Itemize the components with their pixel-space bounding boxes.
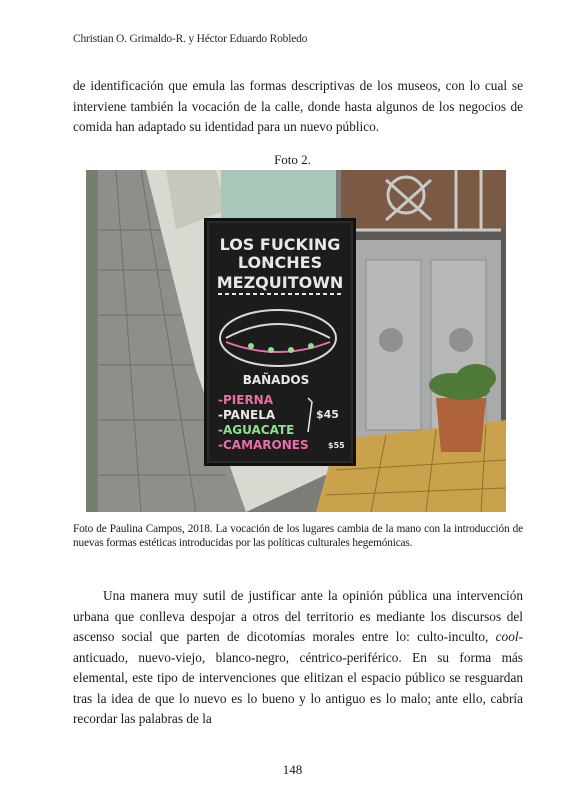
- sign-item-4: -CAMARONES: [218, 438, 309, 452]
- figure-label: Foto 2.: [274, 152, 311, 167]
- body-paragraph-1: de identificación que emula las formas descriptivas de los museos, con lo cual se interviene también la vocación de la calle, donde hasta algunos de los negocios de comida han adaptado su identidad para un nuevo público.: [73, 78, 523, 134]
- page-number: 148: [282, 762, 303, 777]
- sign-price-main: $45: [316, 408, 339, 421]
- paragraph-2-text-a: Una manera muy sutil de justificar ante la opinión pública una intervención urbana que conlleva despojar a otros del territorio es mediante los discursos del ascenso social que parten de dicotomías morales entre lo: culto-inculto,: [73, 588, 523, 644]
- sign-item-1: -PIERNA: [218, 393, 274, 407]
- sign-item-3: -AGUACATE: [218, 423, 295, 437]
- body-paragraph-2: [73, 586, 523, 730]
- sign-line-3: MEZQUITOWN: [216, 273, 344, 292]
- sign-line-1: LOS FUCKING: [219, 235, 341, 254]
- paragraph-2-text-b: -anticuado, nuevo-viejo, blanco-negro, céntrico-periférico. En su forma más elemental, este tipo de intervenciones que elitizan el espacio público se resguardan tras la idea de que lo nuevo es lo bueno y lo antiguo es lo malo; ante ello, cabría recordar las palabras de la: [73, 629, 523, 726]
- figure-caption: Foto de Paulina Campos, 2018. La vocación de los lugares cambia de la mano con la introducción de nuevas formas estéticas introducidas por las políticas culturales hegemónicas.: [73, 523, 523, 549]
- running-head: Christian O. Grimaldo-R. y Héctor Eduardo Robledo: [73, 33, 308, 45]
- sign-price-alt: $55: [328, 441, 345, 450]
- sign-item-2: -PANELA: [218, 408, 276, 422]
- figure-photo: [86, 170, 506, 512]
- sign-line-2: LONCHES: [237, 253, 323, 272]
- street-scene-illustration: [86, 170, 506, 512]
- paragraph-2-italic: cool: [495, 629, 519, 644]
- sign-subtitle: BAÑADOS: [242, 373, 310, 387]
